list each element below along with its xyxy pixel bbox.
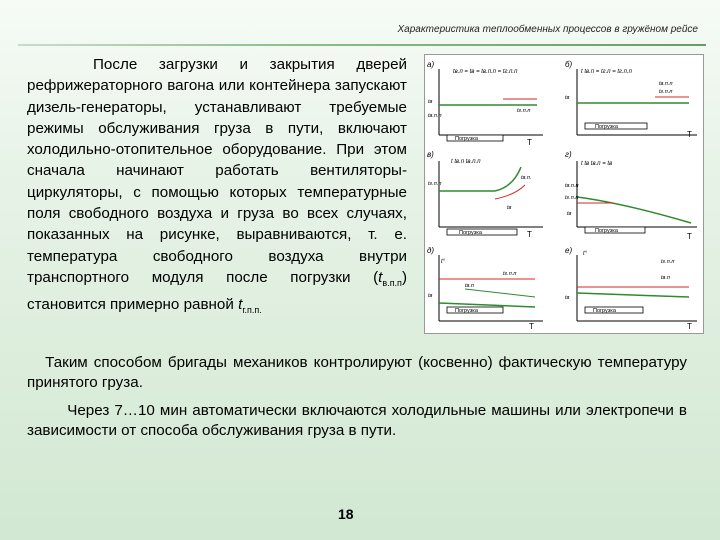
loading-bar [447,229,517,235]
paragraph-auto [27,401,687,441]
curve-label: tв [565,295,570,301]
panel-formula: tв.п = tв = tв.п.п = tг.п.п [453,69,518,75]
curve-label: tг.п.п [661,259,675,265]
curve-label: tв.п.п [565,183,579,189]
panel-formula: t° [441,259,446,265]
time-axis-label: T [527,230,532,239]
paragraph-intro-middle: ) становится примерно равной [27,268,407,314]
header-divider [18,44,706,46]
t-air-symbol: t [378,268,383,286]
loading-bar-label: Погрузка [593,308,616,314]
panel-letter: а) [427,60,435,69]
curve-label: tв.п.п [428,113,442,119]
panel-letter: б) [565,60,573,69]
curve-label: tв.п. [521,175,532,181]
panel-letter: в) [427,150,434,159]
panel-letter: г) [565,150,572,159]
loading-bar-label: Погрузка [455,308,478,314]
loading-bar-label: Погрузка [459,230,482,236]
panel-formula: t° [583,251,588,257]
header-title: Характеристика теплообменных процессов в гружёном рейсе [397,24,698,35]
panel-e [427,246,543,331]
temperature-line [465,289,535,297]
panel-letter: е) [565,246,573,255]
panel-d [565,150,697,241]
curve-label: tг.п.п [428,181,442,187]
panel-formula: t tв tв.п = tв [581,161,613,167]
curve-label: tв.п [465,283,474,289]
time-axis-label: T [529,322,534,331]
curve-label: tв [567,211,572,217]
time-axis-label: T [687,232,692,241]
paragraph-control-text: Таким способом бригады механиков контролируют (косвенно) фактическую температуру принятого груза. [27,354,687,391]
panel-formula: t tв.п = tг.п = tг.п.п [581,69,632,75]
temperature-curve [577,197,691,223]
panel-f [565,246,697,331]
paragraph-intro-text: После загрузки и закрытия дверей рефрижераторного вагона или контейнера запускают дизель-генераторы, устанавливают требуемые режимы обслуживания груза в пути, включают холодильно-отопительное оборудование. При этом сначала начинают работать вентиляторы-циркуляторы, с помощью которых температурные поля свободного воздуха и груза во всех случаях, показанных на рисунке, выравниваются, т. е. температура свободного воздуха внутри транспортного модуля после погрузки ( [27,56,407,286]
time-axis-label: T [687,130,692,139]
temperature-curve [495,185,525,199]
curve-label: tг.п.п [565,195,579,201]
time-axis-label: T [527,138,532,147]
curve-label: tв.п [661,275,670,281]
paragraph-control [27,353,687,393]
time-axis-label: T [687,322,692,331]
panel-b [565,60,697,139]
curve-label: tг.п.п [503,271,517,277]
loading-bar-label: Погрузка [595,124,618,130]
paragraph-auto-text: Через 7…10 мин автоматически включаются холодильные машины или электропечи в зависимости от способа обслуживания груза в пути. [27,402,687,439]
temperature-line [439,303,535,307]
page-number: 18 [338,506,354,522]
loading-bar-label: Погрузка [455,136,478,142]
curve-label: tв [428,99,433,105]
curve-label: tв [565,95,570,101]
temperature-curve [495,167,521,191]
loading-bar-label: Погрузка [595,228,618,234]
temperature-line [577,293,689,297]
curve-label: tг.п.п [659,89,673,95]
paragraph-intro [27,54,407,322]
curve-label: tг.п.п [517,108,531,114]
t-air-subscript: в.п.п [382,278,402,288]
curve-label: tв [507,205,512,211]
t-cargo-symbol: t [238,296,243,314]
panel-c [427,150,543,239]
curve-label: tв.п.п [659,81,673,87]
panel-formula: t tв.п tв.п.п [451,159,481,165]
panel-letter: д) [427,246,435,255]
t-cargo-subscript: г.п.п. [242,305,262,316]
curve-label: tв [428,293,433,299]
panel-a [427,60,543,147]
temperature-figure [424,54,704,334]
